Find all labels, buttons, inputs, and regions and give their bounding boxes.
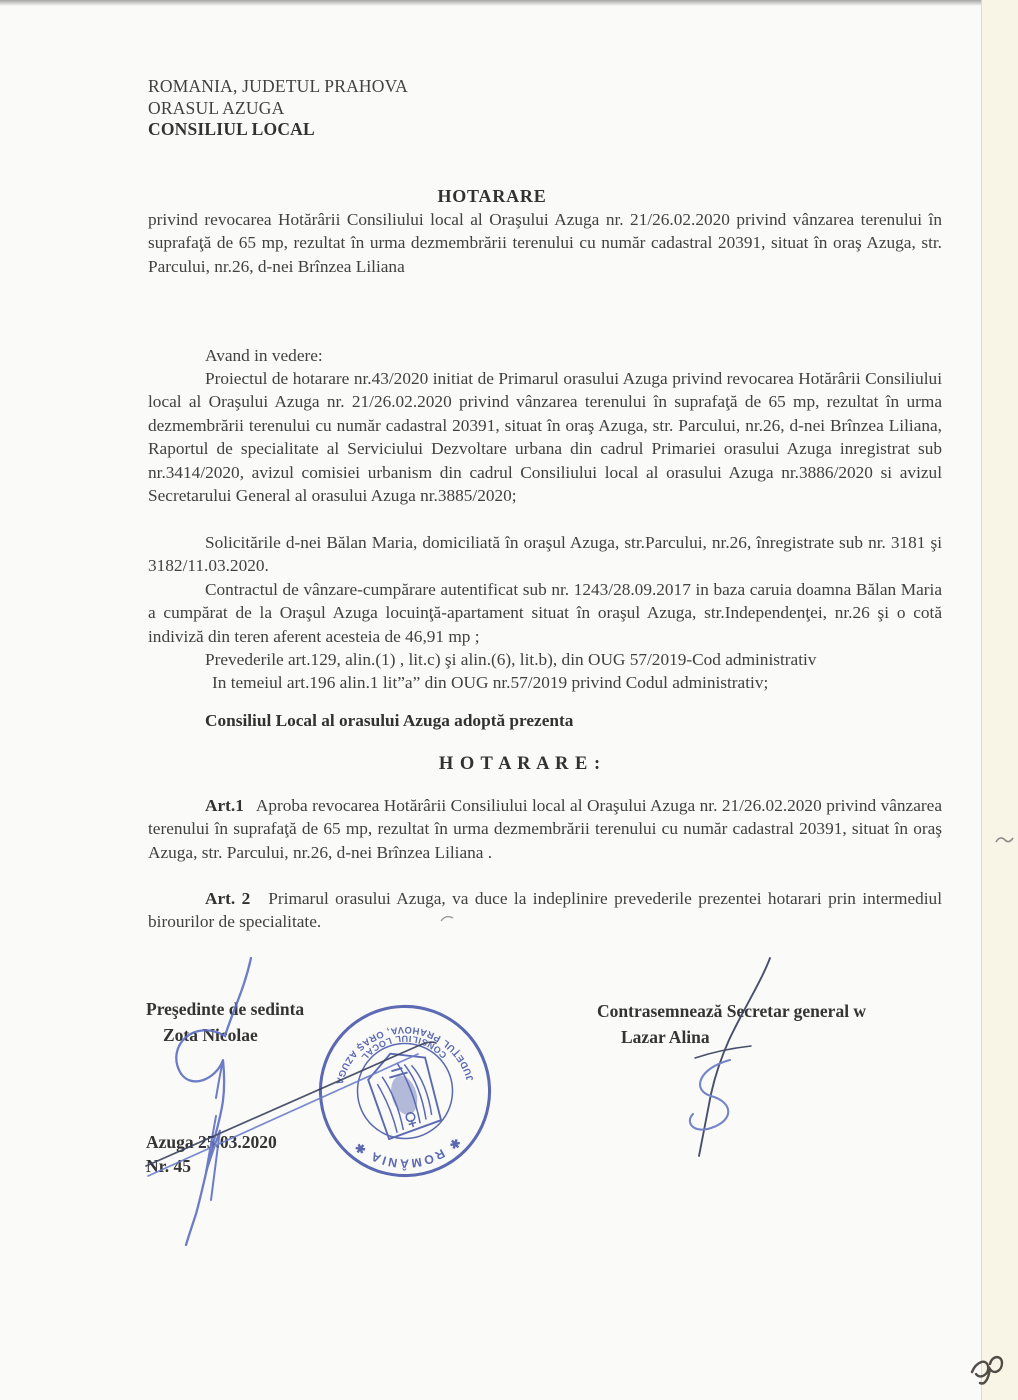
letterhead-city: ORASUL AZUGA — [148, 97, 285, 118]
signature-stroke — [206, 1060, 223, 1200]
preamble-paragraph-project: Proiectul de hotarare nr.43/2020 initiat de Primarul orasului Azuga privind revocarea Hotărârii Consiliului local al Oraşului Azuga nr. 21/26.02.2020 privind vânzarea terenului în suprafaţă de 65 mp, rezultat în urma dezmembrării terenului cu număr cadastral 20391, situat în oraş Azuga, str. Parcului, nr.26, d-nei Brînzea Liliana, Raportul de specialitate al Serviciului Dezvoltare urbana din cadrul Primariei orasului Azuga inregistrat sub nr.3414/2020, avizul comisiei urbanism din cadrul Consiliului local al orasului Azuga nr.3886/2020 si avizul Secretarului General al orasului Azuga nr.3885/2020; — [148, 369, 942, 506]
article-1 — [148, 794, 942, 864]
stray-pen-mark — [440, 912, 458, 924]
preamble-paragraph-contract: Contractul de vânzare-cumpărare autentificat sub nr. 1243/28.09.2017 in baza caruia doamna Bălan Maria a cumpărat de la Oraşul Azuga locuinţă-apartament situat în oraşul Azuga, str.Independenţei, nr.26 şi o cotă indiviză din teren aferent acesteia de 46,91 mp ; — [148, 580, 942, 646]
place-and-date: Azuga 25.03.2020 — [146, 1132, 277, 1152]
scan-edge-strip — [981, 0, 1018, 1400]
president-role: Preşedinte de sedinta — [146, 999, 305, 1019]
stamp-romania-text: ✱ ROMÂNIA ✱ — [350, 1134, 464, 1171]
signature-stroke — [690, 1060, 730, 1130]
article-2-label: Art. 2 — [205, 889, 251, 908]
signature-stroke — [146, 1042, 436, 1166]
document-subtitle: privind revocarea Hotărârii Consiliului local al Oraşului Azuga nr. 21/26.02.2020 privind vânzarea terenului în suprafaţă de 65 mp, rezultat în urma dezmembrării terenului cu număr cadastral 20391, situat în oraş Azuga, str. Parcului, nr.26, d-nei Brînzea Liliana — [148, 210, 942, 276]
signature-stroke — [176, 958, 251, 1245]
decision-title: H O T A R A R E : — [438, 754, 602, 774]
adoption-line: Consiliul Local al orasului Azuga adoptă prezenta — [205, 711, 574, 730]
preamble-paragraph-provisions: Prevederile art.129, alin.(1) , lit.c) şi alin.(6), lit.b), din OUG 57/2019-Cod administrativ — [205, 650, 817, 669]
stamp-ring-outer-text: JUDEŢUL PRAHOVA, ORAŞ AZUGA — [333, 1023, 477, 1087]
letterhead-country: ROMANIA, JUDETUL PRAHOVA — [148, 76, 409, 96]
preamble-intro: Avand in vedere: — [205, 346, 323, 365]
document-title: HOTARARE — [437, 186, 547, 206]
article-1-label: Art.1 — [205, 796, 244, 815]
scan-top-shadow — [0, 0, 1018, 6]
letterhead — [148, 76, 942, 141]
stamp-ring-inner-text: CONSILIUL LOCAL — [358, 1033, 449, 1063]
secretary-name: Lazar Alina — [621, 1027, 710, 1047]
signature-stroke — [699, 958, 770, 1156]
article-2 — [148, 887, 942, 934]
decision-number: Nr. 45 — [146, 1156, 192, 1176]
article-2-text: Primarul orasului Azuga, va duce la indeplinire prevederile prezentei hotarari prin intermediul birourilor de specialitate. — [148, 889, 942, 932]
secretary-signature — [635, 948, 825, 1163]
margin-tilde-mark — [995, 833, 1015, 847]
signature-stroke — [148, 1054, 418, 1176]
president-name: Zota Nicolae — [163, 1025, 258, 1045]
secretary-role: Contrasemnează Secretar general w — [597, 1001, 867, 1021]
preamble-paragraph-requests: Solicitările d-nei Bălan Maria, domiciliată în oraşul Azuga, str.Parcului, nr.26, înregistrate sub nr. 3181 şi 3182/11.03.2020. — [148, 533, 942, 576]
preamble-paragraph-legal-basis: In temeiul art.196 alin.1 lit”a” din OUG nr.57/2019 privind Codul administrativ; — [212, 673, 769, 692]
article-1-text: Aproba revocarea Hotărârii Consiliului local al Oraşului Azuga nr. 21/26.02.2020 privind vânzarea terenului în suprafaţă de 65 mp, rezultat în urma dezmembrării terenului cu număr cadastral 20391, situat în oraş Azuga, str. Parcului, nr.26, d-nei Brînzea Liliana . — [148, 796, 942, 862]
pencil-squiggle-mark — [960, 1340, 1018, 1398]
letterhead-council: CONSILIUL LOCAL — [148, 119, 315, 139]
president-signature — [130, 948, 440, 1248]
